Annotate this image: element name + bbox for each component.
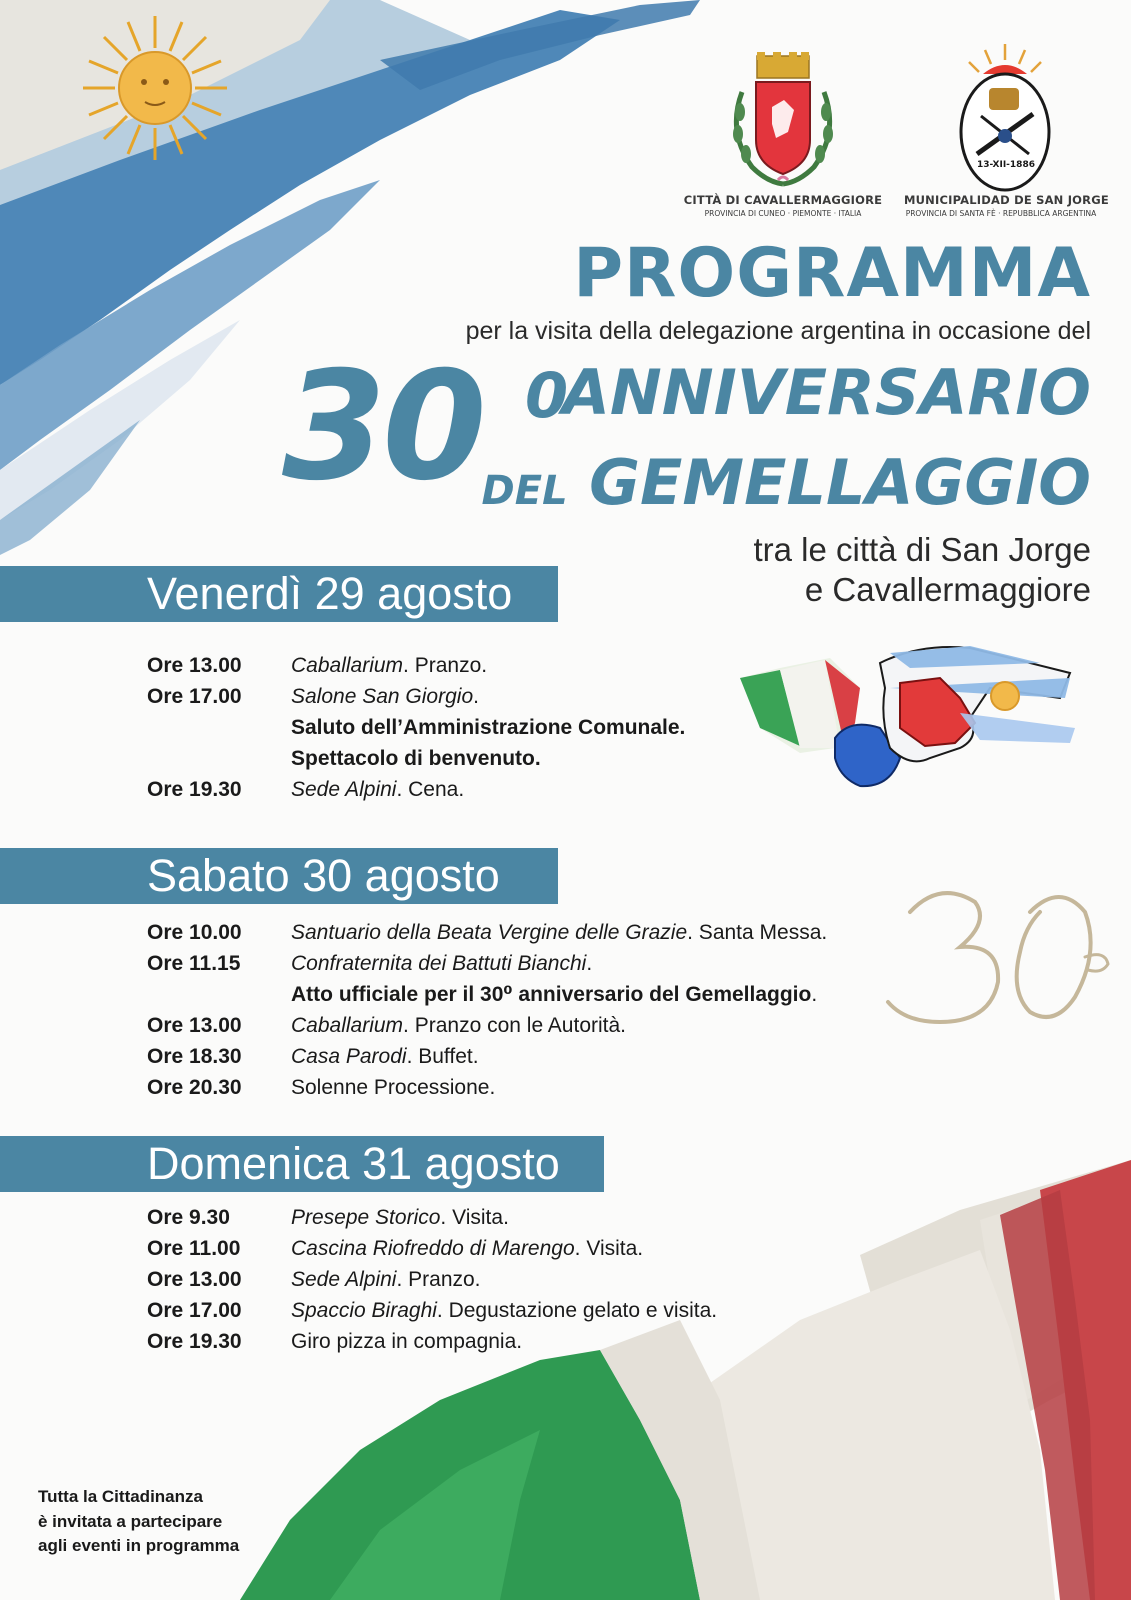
- event-place: Spaccio Biraghi: [291, 1299, 437, 1322]
- event-description: [291, 917, 827, 948]
- event-text: . Visita.: [574, 1237, 644, 1260]
- event-highlight: Atto ufficiale per il 30⁰ anniversario del Gemellaggio: [291, 983, 812, 1006]
- anniversary-number: 30: [282, 340, 483, 514]
- invitation-line-3: agli eventi in programma: [38, 1536, 240, 1556]
- san-jorge-province: PROVINCIA DI SANTA FÈ · REPUBBLICA ARGENTINA: [905, 209, 1097, 218]
- event-text: .: [811, 983, 818, 1006]
- event-place: Caballarium: [291, 654, 404, 677]
- cavallermaggiore-name: CITTÀ DI CAVALLERMAGGIORE: [683, 193, 883, 207]
- event-place: Caballarium: [291, 1014, 404, 1037]
- event-time: Ore 17.00: [147, 1299, 242, 1322]
- event-description: [291, 1010, 626, 1041]
- event-text: . Pranzo con le Autorità.: [403, 1014, 627, 1037]
- event-place: Sede Alpini: [291, 1268, 397, 1291]
- event-place: Salone San Giorgio: [291, 685, 474, 708]
- anniversary-heading-word: GEMELLAGGIO: [589, 446, 1091, 519]
- cavallermaggiore-coat-of-arms-icon: [722, 52, 844, 192]
- event-text: . Pranzo.: [403, 654, 488, 677]
- event-time: Ore 10.00: [147, 921, 242, 944]
- event-description: [291, 979, 817, 1010]
- anniversary-number-superscript: 0: [525, 359, 569, 432]
- event-time: Ore 13.00: [147, 654, 242, 677]
- event-place: Confraternita dei Battuti Bianchi: [291, 952, 587, 975]
- cavallermaggiore-province: PROVINCIA DI CUNEO · PIEMONTE · ITALIA: [704, 209, 862, 218]
- day-heading-friday: Venerdì 29 agosto: [0, 566, 558, 622]
- sun-of-may-icon: [83, 16, 227, 160]
- event-description: [291, 1233, 643, 1264]
- invitation-note: [38, 1485, 239, 1559]
- event-time: Ore 19.30: [147, 778, 242, 801]
- event-text: . Cena.: [396, 778, 465, 801]
- event-time: Ore 13.00: [147, 1014, 242, 1037]
- event-place: Presepe Storico: [291, 1206, 441, 1229]
- event-text: . Pranzo.: [396, 1268, 481, 1291]
- event-description: Solenne Processione.: [291, 1076, 496, 1099]
- event-time: Ore 20.30: [147, 1076, 242, 1099]
- anniversary-heading-prefix: DEL: [481, 468, 568, 514]
- event-time: Ore 9.30: [147, 1206, 230, 1229]
- event-text: . Degustazione gelato e visita.: [436, 1299, 718, 1322]
- event-description: [291, 650, 487, 681]
- event-place: Sede Alpini: [291, 778, 397, 801]
- twin-cities-line-1: tra le città di San Jorge: [753, 531, 1091, 568]
- day-heading-saturday: Sabato 30 agosto: [0, 848, 558, 904]
- event-text: . Visita.: [440, 1206, 509, 1229]
- twin-cities-line-2: e Cavallermaggiore: [804, 571, 1091, 609]
- cavallermaggiore-logo-caption: [682, 193, 884, 218]
- event-time: Ore 11.00: [147, 1237, 241, 1260]
- event-text: . Buffet.: [406, 1045, 479, 1068]
- page-title: PROGRAMMA: [573, 234, 1091, 313]
- event-description: [291, 1264, 481, 1295]
- invitation-line-2: è invitata a partecipare: [38, 1511, 223, 1531]
- event-time: Ore 11.15: [147, 952, 241, 975]
- event-place: Cascina Riofreddo di Marengo: [291, 1237, 575, 1260]
- event-text: .: [473, 685, 479, 708]
- handshake-flags-illustration: [740, 628, 1080, 798]
- san-jorge-logo-caption: [904, 193, 1109, 218]
- event-time: Ore 17.00: [147, 685, 242, 708]
- event-time: Ore 18.30: [147, 1045, 242, 1068]
- event-text: . Santa Messa.: [687, 921, 828, 944]
- event-description: Giro pizza in compagnia.: [291, 1330, 523, 1353]
- event-highlight: Spettacolo di benvenuto.: [291, 747, 541, 770]
- anniversary-heading-line2: [481, 446, 1091, 519]
- anniversary-heading-line1: ANNIVERSARIO: [561, 356, 1091, 429]
- event-description: [291, 1041, 479, 1072]
- event-description: [291, 681, 479, 712]
- event-description: [291, 1202, 509, 1233]
- event-description: [291, 774, 464, 805]
- event-time: Ore 19.30: [147, 1330, 242, 1353]
- day-heading-sunday: Domenica 31 agosto: [0, 1136, 604, 1192]
- event-place: Santuario della Beata Vergine delle Grazie: [291, 921, 688, 944]
- script-30-decoration: [880, 872, 1110, 1037]
- event-text: .: [586, 952, 593, 975]
- san-jorge-name: MUNICIPALIDAD DE SAN JORGE: [904, 193, 1109, 207]
- page-subtitle: per la visita della delegazione argentina in occasione del: [465, 317, 1091, 345]
- event-place: Casa Parodi: [291, 1045, 407, 1068]
- invitation-line-1: Tutta la Cittadinanza: [38, 1487, 203, 1506]
- san-jorge-emblem-date: 13-XII-1886: [977, 160, 1035, 170]
- event-description: [291, 1295, 717, 1326]
- event-time: Ore 13.00: [147, 1268, 242, 1291]
- event-description: [291, 948, 592, 979]
- twin-cities-line: [753, 530, 1091, 611]
- event-highlight: Saluto dell’Amministrazione Comunale.: [291, 716, 686, 739]
